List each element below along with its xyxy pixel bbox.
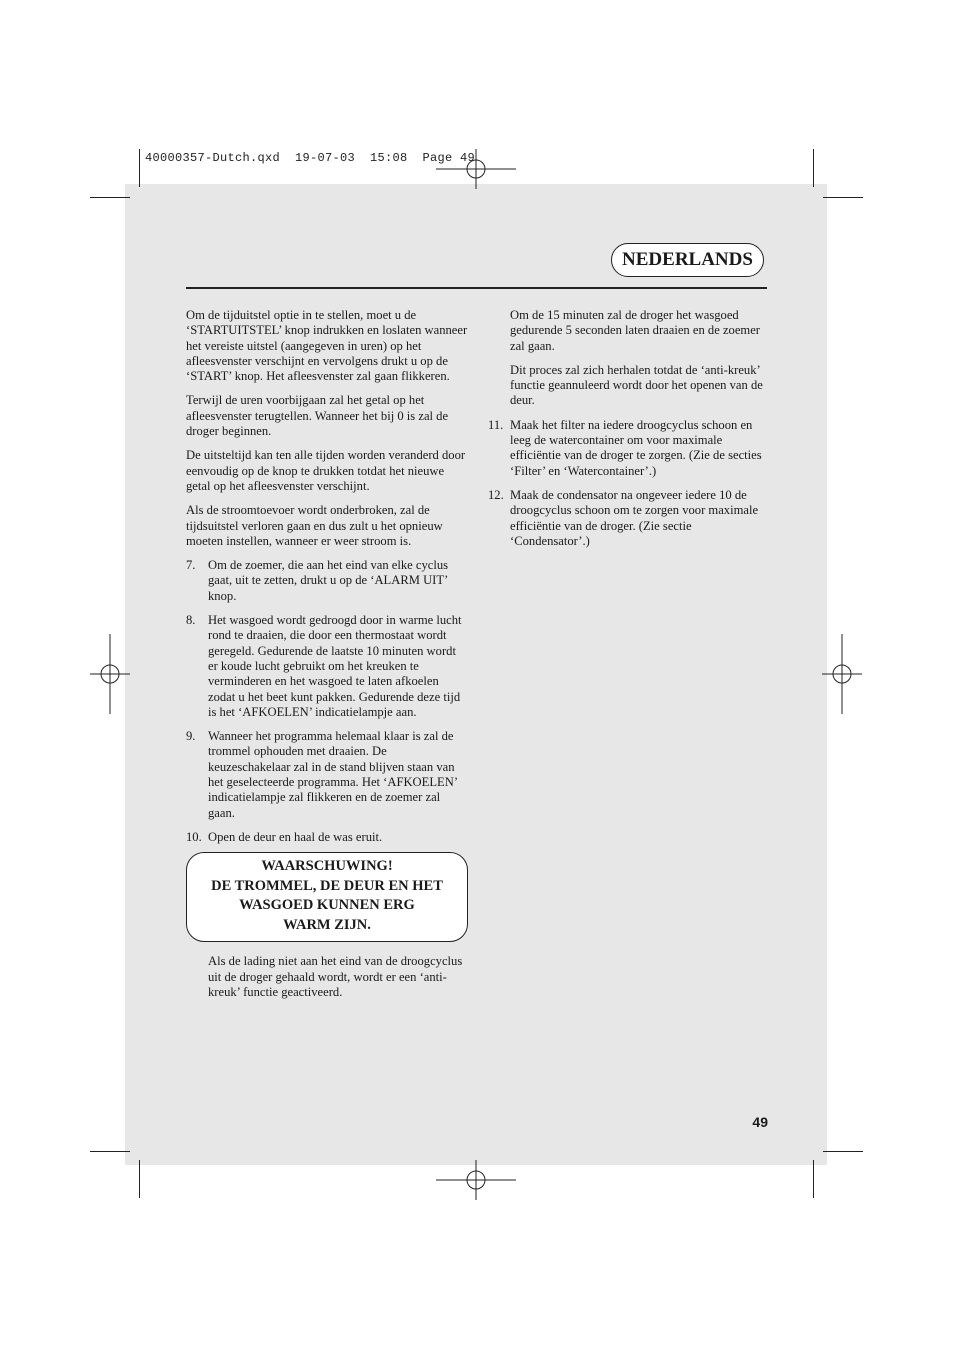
crop-mark xyxy=(90,1151,130,1152)
list-item xyxy=(488,418,770,479)
item-number: 7. xyxy=(186,558,196,573)
item-number: 11. xyxy=(488,417,504,432)
registration-mark-icon xyxy=(436,149,516,189)
item-number: 12. xyxy=(488,487,504,502)
item-text: Om de zoemer, die aan het eind van elke cyclus gaat, uit te zetten, drukt u op de ‘ALARM UIT’ knop. xyxy=(208,558,449,603)
paragraph: Om de 15 minuten zal de droger het wasgoed gedurende 5 seconden laten draaien en de zoemer zal gaan. xyxy=(510,308,760,353)
crop-mark xyxy=(823,197,863,198)
left-column xyxy=(186,308,468,1009)
item-number: 9. xyxy=(186,729,196,744)
paragraph: Dit proces zal zich herhalen totdat de ‘anti-kreuk’ functie geannuleerd wordt door het openen van de deur. xyxy=(510,362,763,408)
list-item xyxy=(186,729,468,821)
paragraph: Om de tijduitstel optie in te stellen, moet u de ‘STARTUITSTEL’ knop indrukken en loslaten wanneer het vereiste uitstel (aangegeven in uren) op het afleesvenster verschijnt en vervolgens drukt u op de ‘START’ knop. Het afleesvenster zal gaan flikkeren. xyxy=(186,308,468,384)
crop-mark xyxy=(139,149,140,187)
registration-mark-icon xyxy=(436,1160,516,1200)
paragraph: Als de stroomtoevoer wordt onderbroken, zal de tijdsuitstel verloren gaan en dus zult u het opnieuw moeten instellen, wanneer er weer stroom is. xyxy=(186,503,443,548)
warning-line: DE TROMMEL, DE DEUR EN HET xyxy=(211,877,443,894)
language-badge: NEDERLANDS xyxy=(611,243,764,277)
item-text: Maak de condensator na ongeveer iedere 10 de droogcyclus schoon om te zorgen voor maximale efficiëntie van de droger. (Zie sectie ‘Condensator’.) xyxy=(510,487,759,548)
crop-mark xyxy=(823,1151,863,1152)
warning-box xyxy=(186,852,468,942)
paragraph: De uitsteltijd kan ten alle tijden worden veranderd door eenvoudig op de knop te drukken totdat het nieuwe getal op het afleesvenster verschijnt. xyxy=(186,448,466,493)
warning-title: WAARSCHUWING! xyxy=(261,858,393,875)
item-number: 10. xyxy=(186,829,202,844)
list-item xyxy=(186,558,468,604)
print-slug: 40000357-Dutch.qxd 19-07-03 15:08 Page 49 xyxy=(145,151,476,165)
warning-line: WASGOED KUNNEN ERG xyxy=(239,897,415,914)
paragraph: Als de lading niet aan het eind van de droogcyclus uit de droger gehaald wordt, wordt er een ‘anti-kreuk’ functie geactiveerd. xyxy=(208,954,463,999)
list-item xyxy=(186,830,468,845)
crop-mark xyxy=(813,149,814,187)
item-text: Open de deur en haal de was eruit. xyxy=(208,829,383,844)
paragraph: Terwijl de uren voorbijgaan zal het getal op het afleesvenster terugtellen. Wanneer het bij 0 is zal de droger beginnen. xyxy=(186,393,449,439)
item-text: Maak het filter na iedere droogcyclus schoon en leeg de watercontainer om voor maximale efficiëntie van de droger te zorgen. (Zie de secties ‘Filter’ en ‘Watercontainer’.) xyxy=(510,417,762,478)
crop-mark xyxy=(813,1160,814,1198)
registration-mark-icon xyxy=(822,634,862,714)
item-text: Het wasgoed wordt gedroogd door in warme lucht rond te draaien, die door een thermostaat wordt geregeld. Gedurende de laatste 10 minuten wordt er koude lucht gebruikt om het kreuken te verminderen en het wasgoed te laten afkoelen zodat u het beet kunt pakken. Gedurende deze tijd is het ‘AFKOELEN’ indicatielampje aan. xyxy=(208,613,462,719)
list-item xyxy=(488,488,770,549)
right-column xyxy=(488,308,770,558)
item-text: Wanneer het programma helemaal klaar is zal de trommel ophouden met draaien. De keuzeschakelaar zal in de stand blijven staan van het geselecteerde programma. Het ‘AFKOELEN’ indicatielampje zal flikkeren en de zoemer zal gaan. xyxy=(208,729,458,820)
warning-line: WARM ZIJN. xyxy=(283,916,371,933)
registration-mark-icon xyxy=(90,634,130,714)
crop-mark xyxy=(139,1160,140,1198)
crop-mark xyxy=(90,197,130,198)
list-item xyxy=(186,613,468,720)
page-number: 49 xyxy=(752,1114,768,1130)
item-number: 8. xyxy=(186,613,196,628)
header-rule xyxy=(186,287,767,289)
